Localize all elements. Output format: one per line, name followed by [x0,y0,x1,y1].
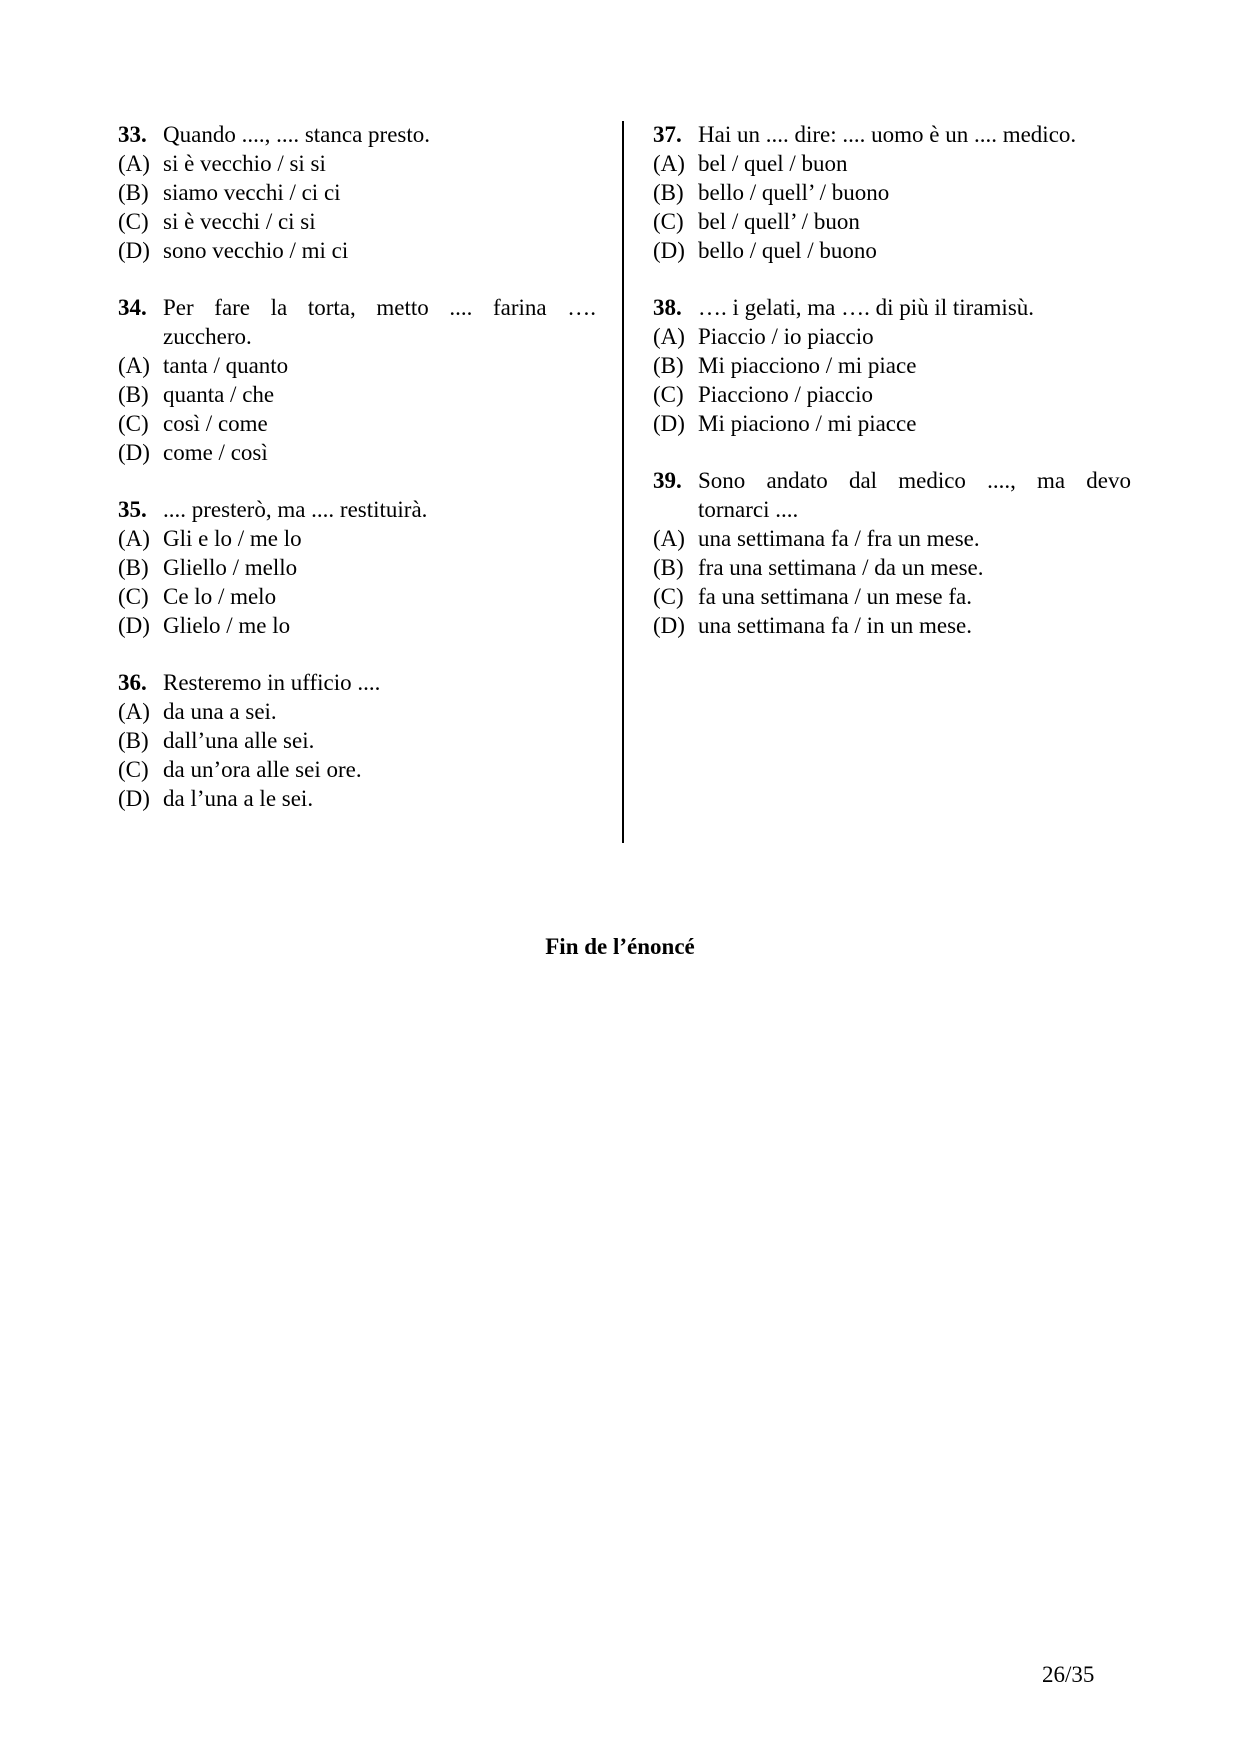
answer-option [118,726,596,755]
answer-option [653,236,1131,265]
answer-option [118,380,596,409]
option-text: bello / quel / buono [698,238,877,263]
question-text: Per fare la torta, metto .... farina …. [163,295,596,320]
option-label: (C) [653,382,684,407]
question-stem [118,120,596,149]
question-block [118,495,596,640]
left-column [118,120,596,841]
answer-option [653,524,1131,553]
question-text: Resteremo in ufficio .... [163,670,381,695]
answer-option [118,149,596,178]
option-label: (A) [653,324,685,349]
question-text: .... presterò, ma .... restituirà. [163,497,428,522]
question-text-continued: tornarci .... [698,497,799,522]
option-label: (A) [118,526,150,551]
option-text: Gli e lo / me lo [163,526,302,551]
option-text: come / così [163,440,268,465]
column-divider [622,121,624,843]
question-text: …. i gelati, ma …. di più il tiramisù. [698,295,1035,320]
option-label: (A) [653,151,685,176]
option-label: (D) [118,613,150,638]
question-block [118,120,596,265]
right-column [653,120,1131,668]
option-label: (A) [118,699,150,724]
option-text: Mi piacciono / mi piace [698,353,917,378]
option-label: (D) [118,440,150,465]
answer-option [653,409,1131,438]
question-block [118,668,596,813]
option-text: Mi piaciono / mi piacce [698,411,917,436]
option-label: (D) [653,411,685,436]
answer-option [653,207,1131,236]
question-number: 39. [653,468,682,493]
option-text: bello / quell’ / buono [698,180,890,205]
option-label: (B) [118,382,149,407]
answer-option [653,553,1131,582]
answer-option [118,236,596,265]
option-label: (C) [118,209,149,234]
answer-option [653,380,1131,409]
question-block [653,466,1131,640]
page-number: 26/35 [1042,1662,1095,1687]
answer-option [653,322,1131,351]
option-label: (A) [653,526,685,551]
answer-option [118,351,596,380]
answer-option [118,784,596,813]
answer-option [118,438,596,467]
question-text: Sono andato dal medico ...., ma devo [698,468,1131,493]
question-block [118,293,596,467]
question-stem [653,293,1131,322]
question-stem [653,120,1131,149]
option-text: siamo vecchi / ci ci [163,180,341,205]
question-text: Quando ...., .... stanca presto. [163,122,430,147]
option-text: Ce lo / melo [163,584,277,609]
question-stem [118,668,596,697]
answer-option [118,697,596,726]
answer-option [653,611,1131,640]
question-text-continued: zucchero. [163,324,252,349]
question-number: 36. [118,670,147,695]
option-label: (C) [653,584,684,609]
option-text: da un’ora alle sei ore. [163,757,362,782]
option-text: sono vecchio / mi ci [163,238,349,263]
option-text: così / come [163,411,268,436]
question-number: 37. [653,122,682,147]
option-text: si è vecchi / ci si [163,209,316,234]
question-number: 35. [118,497,147,522]
question-stem [653,466,1131,495]
option-text: una settimana fa / in un mese. [698,613,973,638]
option-text: fra una settimana / da un mese. [698,555,984,580]
answer-option [653,178,1131,207]
option-label: (D) [653,613,685,638]
answer-option [653,351,1131,380]
option-text: Piaccio / io piaccio [698,324,874,349]
option-label: (B) [118,555,149,580]
option-label: (C) [118,757,149,782]
question-block [653,293,1131,438]
option-text: Piacciono / piaccio [698,382,873,407]
option-label: (D) [118,786,150,811]
answer-option [118,207,596,236]
answer-option [118,611,596,640]
option-text: bel / quel / buon [698,151,848,176]
question-stem [118,495,596,524]
option-text: tanta / quanto [163,353,289,378]
option-text: dall’una alle sei. [163,728,315,753]
option-label: (C) [118,411,149,436]
option-label: (D) [118,238,150,263]
option-label: (C) [118,584,149,609]
option-label: (D) [653,238,685,263]
answer-option [118,553,596,582]
answer-option [118,178,596,207]
question-number: 34. [118,295,147,320]
option-label: (C) [653,209,684,234]
option-label: (B) [653,353,684,378]
question-number: 33. [118,122,147,147]
option-text: fa una settimana / un mese fa. [698,584,972,609]
answer-option [118,755,596,784]
question-text: Hai un .... dire: .... uomo è un .... medico. [698,122,1077,147]
option-label: (B) [118,180,149,205]
answer-option [653,149,1131,178]
option-text: da l’una a le sei. [163,786,314,811]
option-label: (B) [118,728,149,753]
option-text: una settimana fa / fra un mese. [698,526,980,551]
end-of-statement: Fin de l’énoncé [545,934,695,959]
option-label: (A) [118,151,150,176]
option-label: (B) [653,555,684,580]
question-block [653,120,1131,265]
option-text: Glielo / me lo [163,613,291,638]
answer-option [118,524,596,553]
answer-option [118,409,596,438]
option-label: (B) [653,180,684,205]
option-text: quanta / che [163,382,275,407]
question-number: 38. [653,295,682,320]
option-label: (A) [118,353,150,378]
question-stem [118,293,596,322]
option-text: bel / quell’ / buon [698,209,860,234]
option-text: Gliello / mello [163,555,298,580]
answer-option [653,582,1131,611]
option-text: si è vecchio / si si [163,151,326,176]
answer-option [118,582,596,611]
option-text: da una a sei. [163,699,277,724]
